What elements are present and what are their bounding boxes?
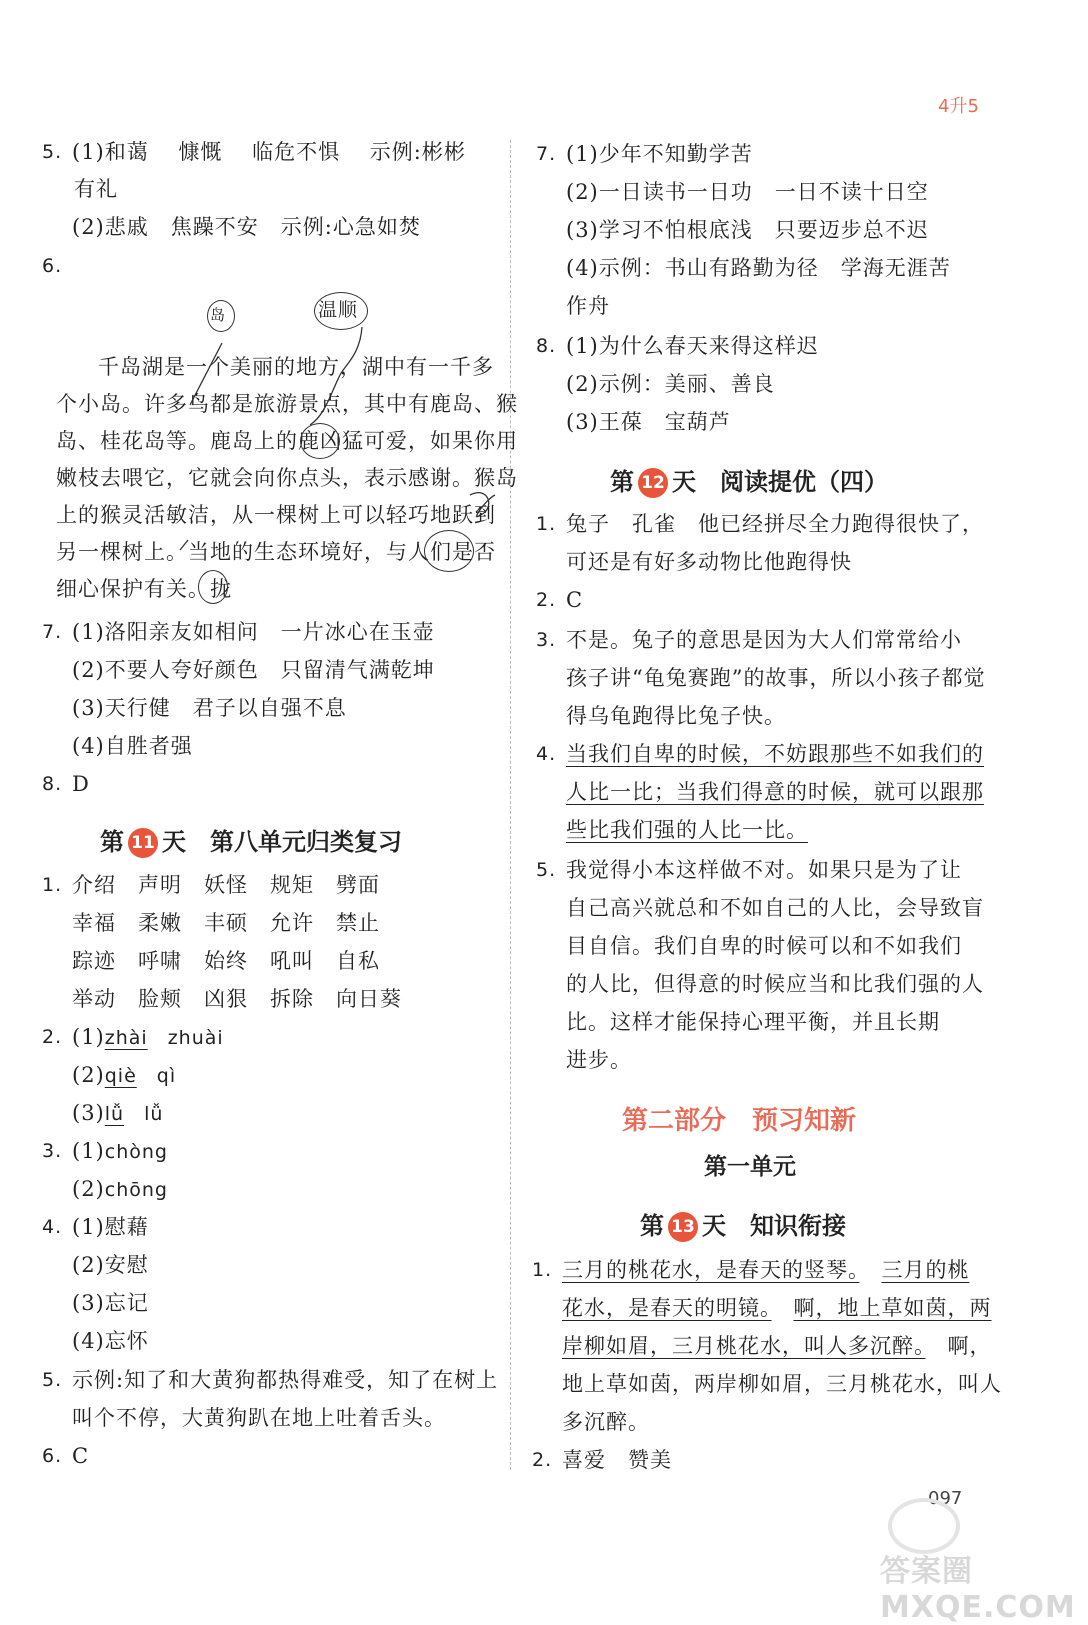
r-q8-line-3: (3)王葆 宝葫芦 <box>566 410 731 434</box>
d12q5-line-4: 的人比，但得意的时候应当和比我们强的人 <box>566 972 984 996</box>
day11-heading <box>100 822 402 858</box>
d11q3-l2-answer: chōng <box>104 1179 168 1201</box>
watermark-text: 答案圈 MXQE.COM <box>880 1554 1076 1625</box>
d13q1-l2-a: 花水，是春天的明镜。 <box>562 1296 772 1320</box>
day13-heading <box>640 1206 846 1242</box>
d13q1-l1-a: 三月的桃花水，是春天的竖琴。 <box>562 1258 860 1282</box>
d12q1-number: 1. <box>536 513 557 535</box>
d12q4-line-1: 当我们自卑的时候，不妨跟那些不如我们的 <box>566 742 984 766</box>
d11q2-l1-answer: zhài <box>104 1027 148 1049</box>
passage-line-3: 岛、桂花岛等。鹿岛上的鹿凶猛可爱，如果你用 <box>56 429 518 453</box>
r-q7-line-2: (2)一日读书一日功 一日不读十日空 <box>566 180 929 204</box>
d12q3-line-1: 不是。兔子的意思是因为大人们常常给小 <box>566 628 962 652</box>
d11q2-l3-alt: lǚ <box>124 1103 164 1125</box>
d11q2-l3-label: (3) <box>72 1101 105 1125</box>
d11q2-l1-label: (1) <box>72 1025 105 1049</box>
d13q1-l2-b: 啊，地上草如茵，两 <box>793 1296 992 1320</box>
q7-line-1: (1)洛阳亲友如相问 一片冰心在玉壶 <box>72 620 435 644</box>
d12q1-line-1: 兔子 孔雀 他已经拼尽全力跑得很快了， <box>566 512 984 536</box>
q6-number: 6. <box>42 255 63 277</box>
d11q5-line-2: 叫个不停，大黄狗趴在地上吐着舌头。 <box>72 1406 446 1430</box>
r-q7-number: 7. <box>536 143 557 165</box>
d11q3-number: 3. <box>42 1140 63 1162</box>
passage-line-7: 细心保护有关。拢 <box>56 577 232 601</box>
d11q2-l2-alt: qì <box>136 1065 177 1087</box>
q5-line-2: 有礼 <box>74 177 118 201</box>
d12q3-line-2: 孩子讲“龟兔赛跑”的故事，所以小孩子都觉 <box>566 666 986 690</box>
d11q5-number: 5. <box>42 1369 63 1391</box>
passage-line-1: 千岛湖是一个美丽的地方，湖中有一千多 <box>98 355 494 379</box>
d12q1-line-2: 可还是有好多动物比他跑得快 <box>566 550 852 574</box>
day11-title: 天 第八单元归类复习 <box>162 828 402 856</box>
d11q2-l3-answer: lǚ <box>104 1103 125 1125</box>
q7-number: 7. <box>42 621 63 643</box>
grade-label: 4升5 <box>938 96 979 117</box>
day13-title: 天 知识衔接 <box>702 1212 846 1240</box>
r-q8-line-1: (1)为什么春天来得这样迟 <box>566 334 819 358</box>
day12-pre: 第 <box>610 468 634 496</box>
column-divider <box>510 140 511 1470</box>
r-q7-line-4: (4)示例：书山有路勤为径 学海无涯苦 <box>566 256 951 280</box>
d12q4-line-2: 人比一比；当我们得意的时候，就可以跟那 <box>566 780 984 804</box>
d11q1-row-3: 踪迹 呼啸 始终 吼叫 自私 <box>72 949 380 973</box>
passage-line-6: 另一棵树上。当地的生态环境好，与人们是否 <box>56 540 496 564</box>
d13q1-number: 1. <box>532 1259 553 1281</box>
d12q5-line-3: 目自信。我们自卑的时候可以和不如我们 <box>566 934 962 958</box>
d11q5-line-1: 示例:知了和大黄狗都热得难受，知了在树上 <box>72 1368 499 1392</box>
d12q5-line-1: 我觉得小本这样做不对。如果只是为了让 <box>566 858 962 882</box>
q5-number: 5. <box>42 141 63 163</box>
d11q2-l1-alt: zhuài <box>147 1027 224 1049</box>
d13q1-line-2 <box>562 1296 992 1320</box>
circle-mark-1 <box>300 423 340 459</box>
d11q6-number: 6. <box>42 1445 63 1467</box>
d11q2-l2-label: (2) <box>72 1063 105 1087</box>
d13q1-line-4: 地上草如茵，两岸柳如眉，三月桃花水，叫人 <box>562 1372 1002 1396</box>
d12q2-answer: C <box>566 588 584 612</box>
day13-pre: 第 <box>640 1212 664 1240</box>
day12-heading <box>610 462 888 498</box>
q5-line-3: (2)悲戚 焦躁不安 示例:心急如焚 <box>72 215 421 239</box>
day11-pre: 第 <box>100 828 124 856</box>
passage-line-2: 个小岛。许多鸟都是旅游景点，其中有鹿岛、猴 <box>56 392 518 416</box>
d11q2-l2-answer: qiè <box>104 1065 137 1087</box>
circle-mark-2 <box>424 530 474 572</box>
d11q2-line-1 <box>72 1025 224 1050</box>
r-q7-line-1: (1)少年不知勤学苦 <box>566 142 753 166</box>
d11q4-line-4: (4)忘怀 <box>72 1329 149 1353</box>
day11-badge: 11 <box>128 828 158 858</box>
d11q3-line-1 <box>72 1139 168 1164</box>
q5-line-1: (1)和蔼 慷慨 临危不惧 示例:彬彬 <box>72 140 466 164</box>
d12q3-number: 3. <box>536 629 557 651</box>
d13q1-line-1 <box>562 1258 970 1282</box>
r-q7-line-3: (3)学习不怕根底浅 只要迈步总不迟 <box>566 218 929 242</box>
q8-answer: D <box>72 772 90 796</box>
q7-line-2: (2)不要人夸好颜色 只留清气满乾坤 <box>72 658 435 682</box>
watermark-logo <box>880 1478 1076 1625</box>
d11q2-line-3 <box>72 1101 163 1126</box>
d11q3-l1-label: (1) <box>72 1139 105 1163</box>
d11q6-answer: C <box>72 1444 90 1468</box>
circle-mark-3 <box>198 570 228 604</box>
d11q1-row-1: 介绍 声明 妖怪 规矩 劈面 <box>72 873 380 897</box>
d12q3-line-3: 得乌龟跑得比兔子快。 <box>566 704 786 728</box>
d11q2-number: 2. <box>42 1026 63 1048</box>
d13q2-number: 2. <box>532 1449 553 1471</box>
d11q1-number: 1. <box>42 874 63 896</box>
d13q1-line-3 <box>562 1334 992 1358</box>
d13q2-answer: 喜爱 赞美 <box>562 1448 672 1472</box>
d12q5-line-2: 自己高兴就总和不如自己的人比，会导致盲 <box>566 896 984 920</box>
bubble-1-text: 岛 <box>210 306 227 324</box>
page-number: 097 <box>928 1488 963 1509</box>
q7-line-4: (4)自胜者强 <box>72 734 193 758</box>
d13q1-line-5: 多沉醉。 <box>562 1410 650 1434</box>
passage-line-5: 上的猴灵活敏洁，从一棵树上可以轻巧地跃到 <box>56 503 496 527</box>
d11q4-line-1: (1)慰藉 <box>72 1215 149 1239</box>
r-q8-number: 8. <box>536 335 557 357</box>
d13q1-l1-b: 三月的桃 <box>881 1258 970 1282</box>
d11q4-line-3: (3)忘记 <box>72 1291 149 1315</box>
d12q2-number: 2. <box>536 589 557 611</box>
d12q4-line-3: 些比我们强的人比一比。 <box>566 818 808 842</box>
d12q5-line-6: 进步。 <box>566 1048 632 1072</box>
d11q3-line-2 <box>72 1177 168 1202</box>
d12q5-line-5: 比。这样才能保持心理平衡，并且长期 <box>566 1010 940 1034</box>
day13-badge: 13 <box>668 1212 698 1242</box>
d13q1-l3-b: 啊， <box>925 1334 992 1358</box>
r-q8-line-2: (2)示例：美丽、善良 <box>566 372 775 396</box>
d11q2-line-2 <box>72 1063 176 1088</box>
day12-badge: 12 <box>638 468 668 498</box>
unit-title: 第一单元 <box>704 1154 796 1180</box>
day12-title: 天 阅读提优（四） <box>672 468 888 496</box>
d13q1-l3-a: 岸柳如眉，三月桃花水，叫人多沉醉。 <box>562 1334 926 1358</box>
d11q3-l1-answer: chòng <box>104 1141 168 1163</box>
d11q4-line-2: (2)安慰 <box>72 1253 149 1277</box>
d12q4-number: 4. <box>536 743 557 765</box>
d11q1-row-4: 举动 脸颊 凶狠 拆除 向日葵 <box>72 987 402 1011</box>
q8-number: 8. <box>42 773 63 795</box>
passage-line-4: 嫩枝去喂它，它就会向你点头，表示感谢。猴岛 <box>56 466 518 490</box>
bubble-2-text: 温顺 <box>318 299 359 321</box>
r-q7-line-5: 作舟 <box>566 294 610 318</box>
d11q4-number: 4. <box>42 1216 63 1238</box>
d12q5-number: 5. <box>536 859 557 881</box>
q7-line-3: (3)天行健 君子以自强不息 <box>72 696 347 720</box>
part2-title: 第二部分 预习知新 <box>622 1106 857 1136</box>
d11q3-l2-label: (2) <box>72 1177 105 1201</box>
d11q1-row-2: 幸福 柔嫩 丰硕 允许 禁止 <box>72 911 380 935</box>
